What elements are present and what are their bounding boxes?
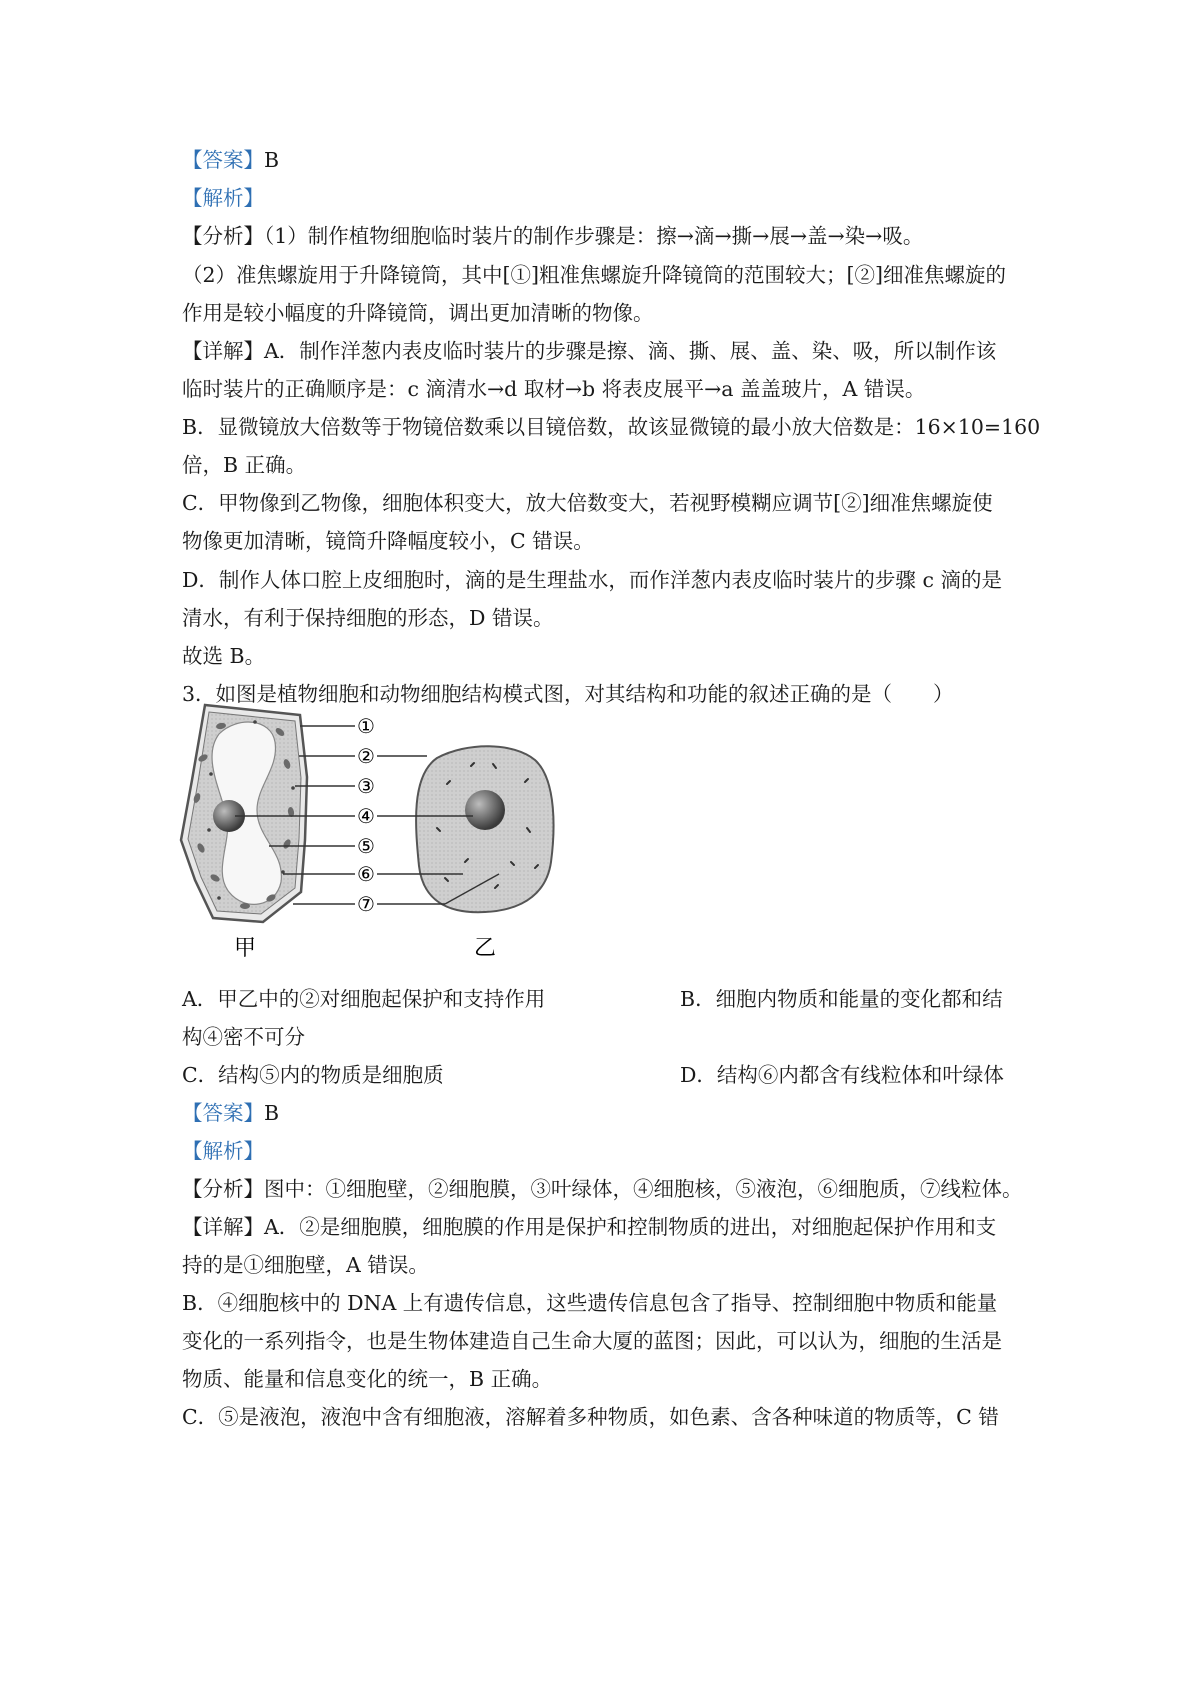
detail-line-1	[182, 337, 996, 365]
detail-text: A．②是细胞膜，细胞膜的作用是保护和控制物质的进出，对细胞起保护作用和支	[264, 1215, 997, 1239]
detail-tag: 【详解】	[182, 339, 264, 363]
answer-value: B	[264, 1101, 280, 1125]
fenxi-text: （1）制作植物细胞临时装片的制作步骤是：擦→滴→撕→展→盖→染→吸。	[264, 224, 924, 248]
option-c: C．结构⑤内的物质是细胞质	[182, 1063, 444, 1087]
answer-tag: 【答案】	[182, 1101, 264, 1125]
q3-b-explain-line-3: 物质、能量和信息变化的统一，B 正确。	[182, 1367, 553, 1391]
q3-b-explain-line-2: 变化的一系列指令，也是生物体建造自己生命大厦的蓝图；因此，可以认为，细胞的生活是	[182, 1329, 1002, 1353]
analysis-heading-2	[182, 1137, 264, 1165]
option-d-explain-line-2: 清水，有利于保持细胞的形态，D 错误。	[182, 606, 554, 630]
analysis-heading-1	[182, 184, 264, 212]
option-a: A．甲乙中的②对细胞起保护和支持作用	[182, 987, 546, 1011]
detail-tag: 【详解】	[182, 1215, 264, 1239]
detail-text: A．制作洋葱内表皮临时装片的步骤是擦、滴、撕、展、盖、染、吸，所以制作该	[264, 339, 997, 363]
option-c-explain-line-2: 物像更加清晰，镜筒升降幅度较小，C 错误。	[182, 529, 594, 553]
fenxi-tag: 【分析】	[182, 224, 264, 248]
animal-cell-label: 乙	[473, 936, 497, 961]
answer-tag: 【答案】	[182, 148, 264, 172]
conclusion-line: 故选 B。	[182, 644, 266, 668]
marker-5: ⑤	[357, 834, 375, 858]
structure-markers	[357, 714, 375, 916]
question-3-stem: 3．如图是植物细胞和动物细胞结构模式图，对其结构和功能的叙述正确的是（ ）	[182, 682, 954, 706]
option-b-line-2: 构④密不可分	[182, 1025, 305, 1049]
fenxi-line-2	[182, 1175, 1023, 1203]
option-b-explain-line-2: 倍，B 正确。	[182, 453, 307, 477]
marker-7: ⑦	[357, 892, 375, 916]
answer-line-2	[182, 1099, 279, 1127]
marker-1: ①	[357, 714, 375, 738]
fenxi-text: 图中：①细胞壁，②细胞膜，③叶绿体，④细胞核，⑤液泡，⑥细胞质，⑦线粒体。	[264, 1177, 1023, 1201]
plant-cell-label: 甲	[233, 936, 257, 961]
q3-c-explain-line-1: C．⑤是液泡，液泡中含有细胞液，溶解着多种物质，如色素、含各种味道的物质等，C 错	[182, 1405, 999, 1429]
fenxi-tag: 【分析】	[182, 1177, 264, 1201]
plant-cell	[181, 705, 307, 922]
cell-structure-figure	[175, 702, 575, 972]
marker-4: ④	[357, 804, 375, 828]
marker-6: ⑥	[357, 862, 375, 886]
detail-line-2	[182, 1213, 996, 1241]
animal-cell	[416, 746, 553, 912]
q3-a-explain-line-2: 持的是①细胞壁，A 错误。	[182, 1253, 429, 1277]
option-a-explain-line-2: 临时装片的正确顺序是：c 滴清水→d 取材→b 将表皮展平→a 盖盖玻片，A 错误。	[182, 377, 926, 401]
analysis-tag: 【解析】	[182, 186, 264, 210]
option-c-explain-line-1: C．甲物像到乙物像，细胞体积变大，放大倍数变大，若视野模糊应调节[②]细准焦螺旋使	[182, 491, 993, 515]
answer-value: B	[264, 148, 280, 172]
marker-2: ②	[357, 744, 375, 768]
q3-b-explain-line-1: B．④细胞核中的 DNA 上有遗传信息，这些遗传信息包含了指导、控制细胞中物质和能量	[182, 1291, 998, 1315]
option-d-explain-line-1: D．制作人体口腔上皮细胞时，滴的是生理盐水，而作洋葱内表皮临时装片的步骤 c 滴的是	[182, 568, 1002, 592]
option-b-explain-line-1: B．显微镜放大倍数等于物镜倍数乘以目镜倍数，故该显微镜的最小放大倍数是：16×10=160	[182, 415, 1041, 439]
fenxi-line-1	[182, 222, 923, 250]
marker-3: ③	[357, 774, 375, 798]
analysis-tag: 【解析】	[182, 1139, 264, 1163]
answer-line-1	[182, 146, 279, 174]
animal-nucleus-shape	[465, 790, 505, 830]
fenxi2-line-1: （2）准焦螺旋用于升降镜筒，其中[①]粗准焦螺旋升降镜筒的范围较大；[②]细准焦螺旋的	[182, 263, 1007, 287]
fenxi2-line-2: 作用是较小幅度的升降镜筒，调出更加清晰的物像。	[182, 301, 654, 325]
option-d: D．结构⑥内都含有线粒体和叶绿体	[680, 1063, 1004, 1087]
option-b-line-1: B．细胞内物质和能量的变化都和结	[680, 987, 1003, 1011]
